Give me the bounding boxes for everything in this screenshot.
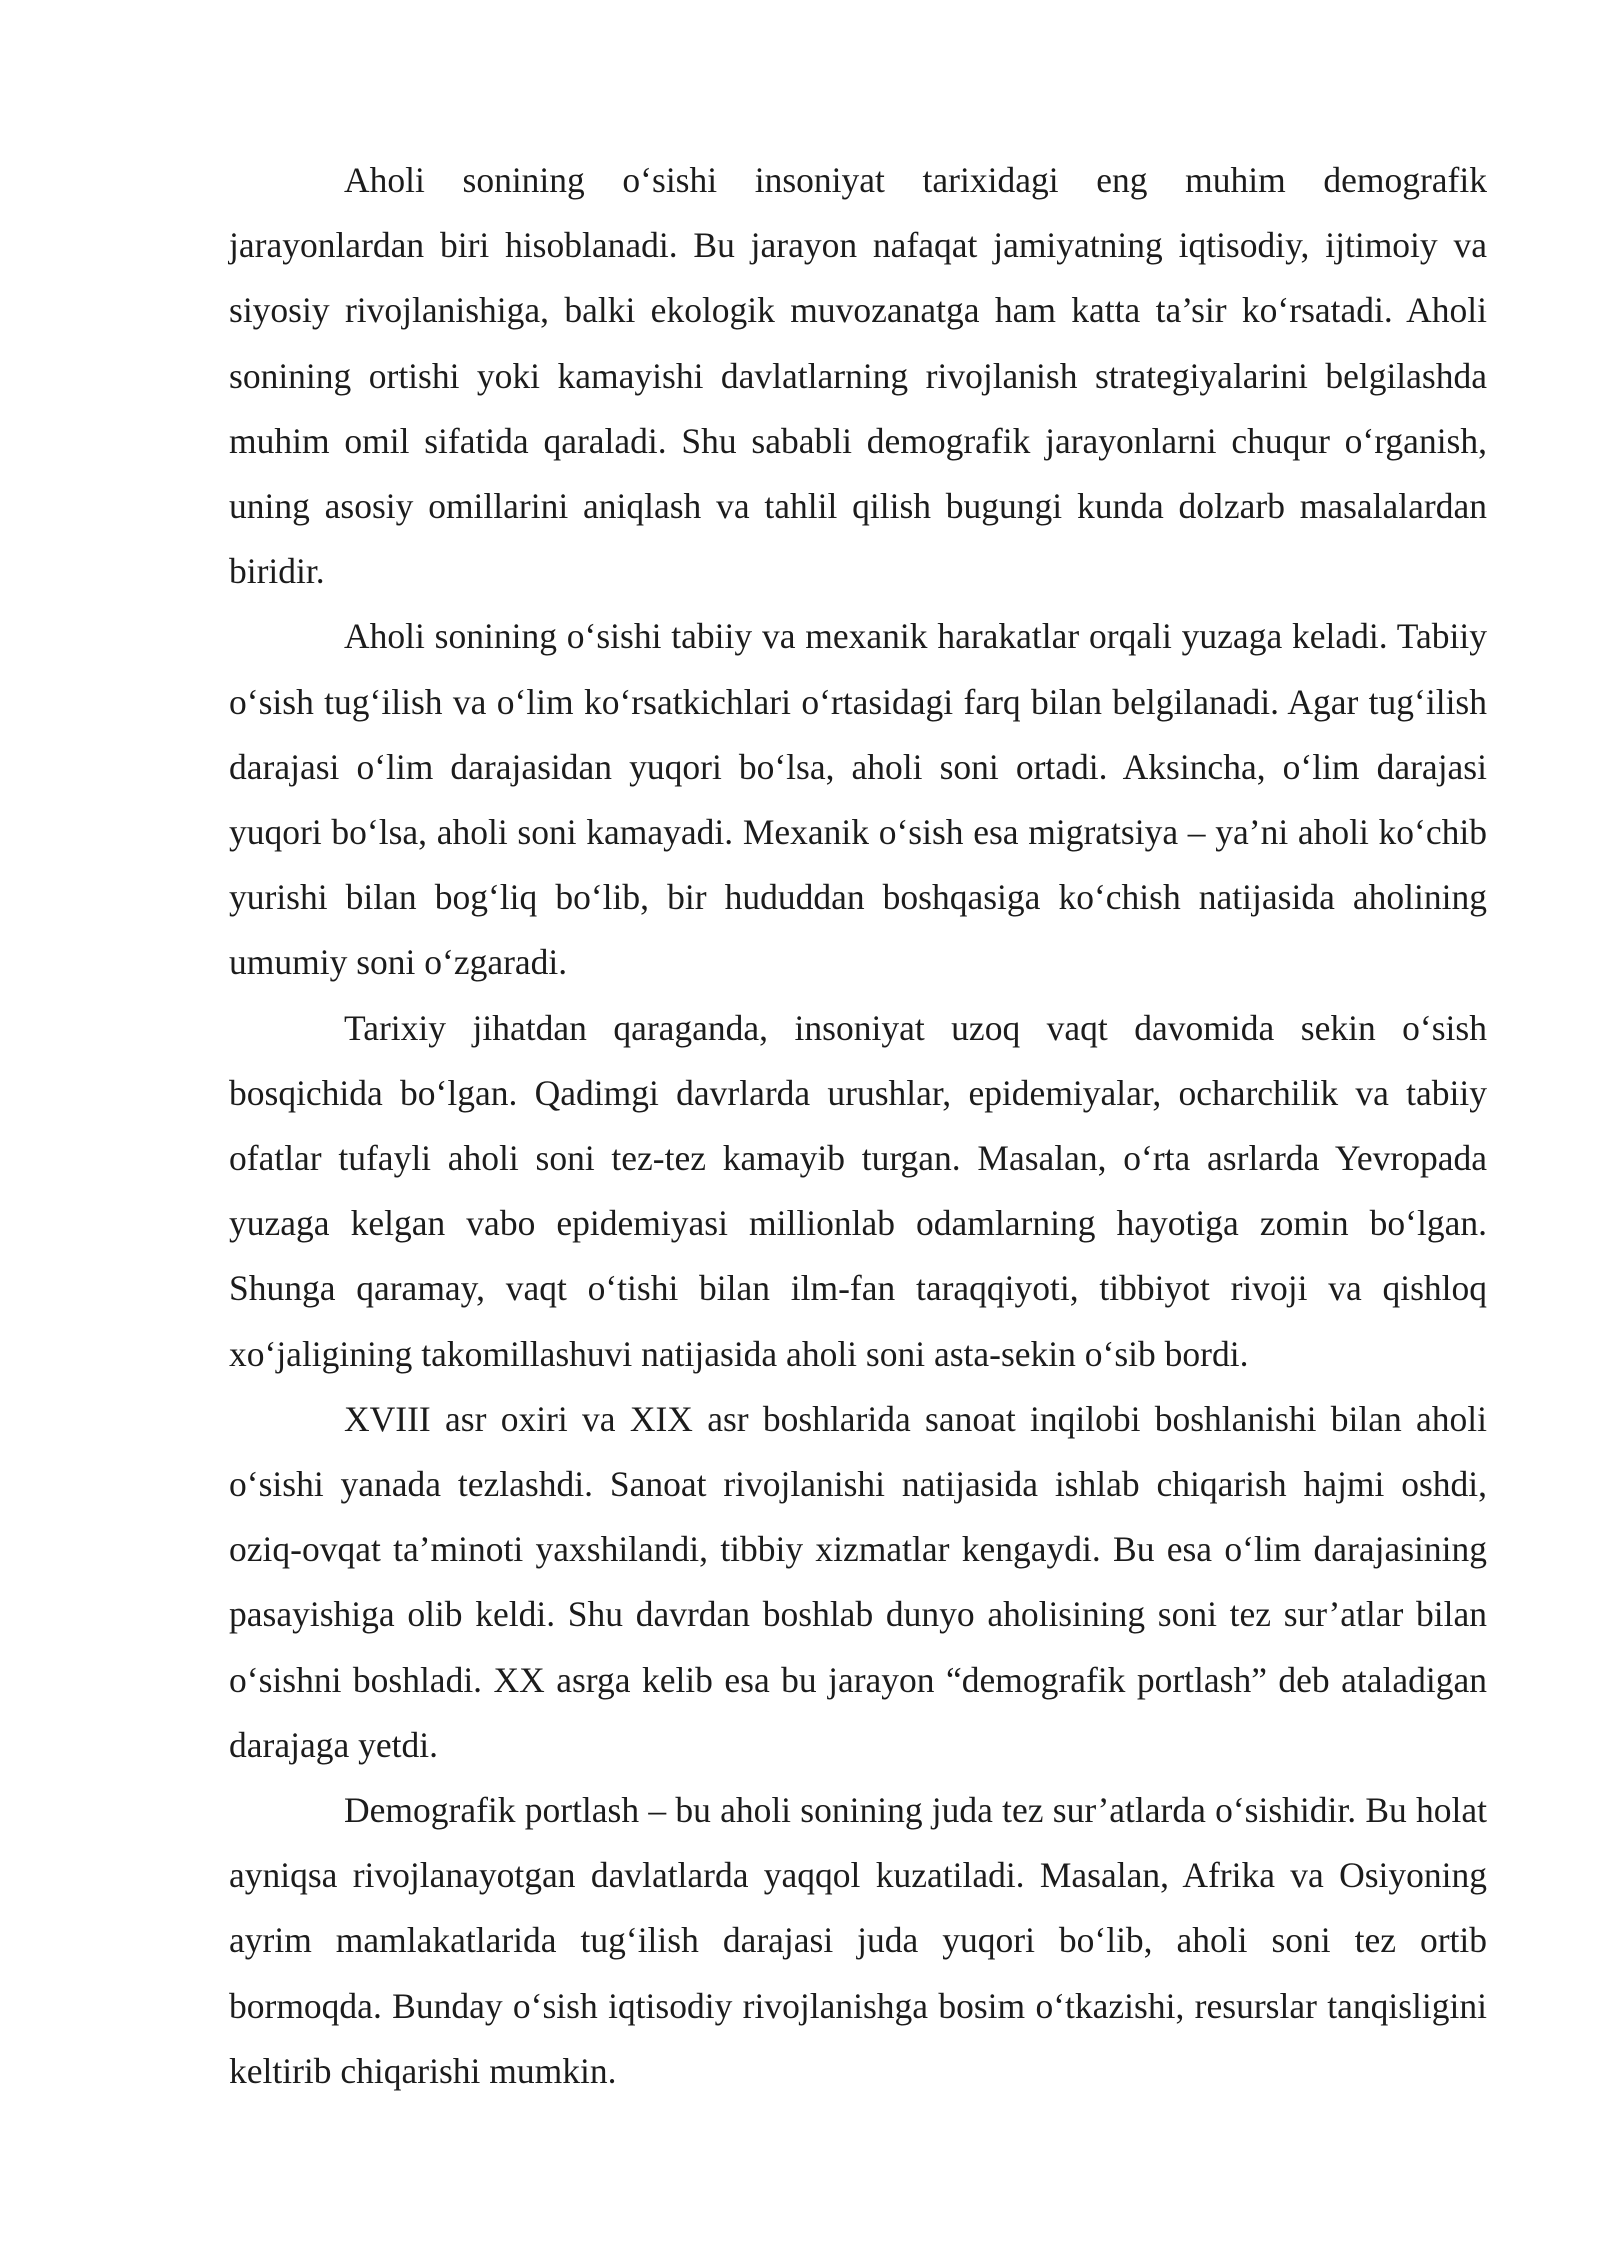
paragraph-population-growth-intro: Aholi sonining o‘sishi insoniyat tarixidagi eng muhim demografik jarayonlardan biri hisoblanadi. Bu jarayon nafaqat jamiyatning iqtisodiy, ijtimoiy va siyosiy rivojlanishiga, balki ekologik muvozanatga ham katta ta’sir ko‘rsatadi. Aholi sonining ortishi yoki kamayishi davlatlarning rivojlanish strategiyalarini belgilashda muhim omil sifatida qaraladi. Shu sababli demografik jarayonlarni chuqur o‘rganish, uning asosiy omillarini aniqlash va tahlil qilish bugungi kunda dolzarb masalalardan biridir. [229, 160, 1487, 592]
paragraph-industrial-revolution: XVIII asr oxiri va XIX asr boshlarida sanoat inqilobi boshlanishi bilan aholi o‘sishi yanada tezlashdi. Sanoat rivojlanishi natijasida ishlab chiqarish hajmi oshdi, oziq-ovqat ta’minoti yaxshilandi, tibbiy xizmatlar kengaydi. Bu esa o‘lim darajasining pasayishiga olib keldi. Shu davrdan boshlab dunyo aholisining soni tez sur’atlar bilan o‘sishni boshladi. XX asrga kelib esa bu jarayon “demografik portlash” deb ataladigan darajaga yetdi. [229, 1398, 1487, 1765]
paragraph-demographic-explosion: Demografik portlash – bu aholi sonining juda tez sur’atlarda o‘sishidir. Bu holat ayniqsa rivojlanayotgan davlatlarda yaqqol kuzatiladi. Masalan, Afrika va Osiyoning ayrim mamlakatlarida tug‘ilish darajasi juda yuqori bo‘lib, aholi soni tez ortib bormoqda. Bunday o‘sish iqtisodiy rivojlanishga bosim o‘tkazishi, resurslar tanqisligini keltirib chiqarishi mumkin. [229, 1790, 1487, 2091]
paragraph-natural-mechanical-growth: Aholi sonining o‘sishi tabiiy va mexanik harakatlar orqali yuzaga keladi. Tabiiy o‘sish tug‘ilish va o‘lim ko‘rsatkichlari o‘rtasidagi farq bilan belgilanadi. Agar tug‘ilish darajasi o‘lim darajasidan yuqori bo‘lsa, aholi soni ortadi. Aksincha, o‘lim darajasi yuqori bo‘lsa, aholi soni kamayadi. Mexanik o‘sish esa migratsiya – ya’ni aholi ko‘chib yurishi bilan bog‘liq bo‘lib, bir hududdan boshqasiga ko‘chish natijasida aholining umumiy soni o‘zgaradi. [229, 616, 1487, 983]
paragraph-historical-growth: Tarixiy jihatdan qaraganda, insoniyat uzoq vaqt davomida sekin o‘sish bosqichida bo‘lgan. Qadimgi davrlarda urushlar, epidemiyalar, ocharchilik va tabiiy ofatlar tufayli aholi soni tez-tez kamayib turgan. Masalan, o‘rta asrlarda Yevropada yuzaga kelgan vabo epidemiyasi millionlab odamlarning hayotiga zomin bo‘lgan. Shunga qaramay, vaqt o‘tishi bilan ilm-fan taraqqiyoti, tibbiyot rivoji va qishloq xo‘jaligining takomillashuvi natijasida aholi soni asta-sekin o‘sib bordi. [229, 1007, 1487, 1374]
document-body [229, 148, 1487, 2104]
